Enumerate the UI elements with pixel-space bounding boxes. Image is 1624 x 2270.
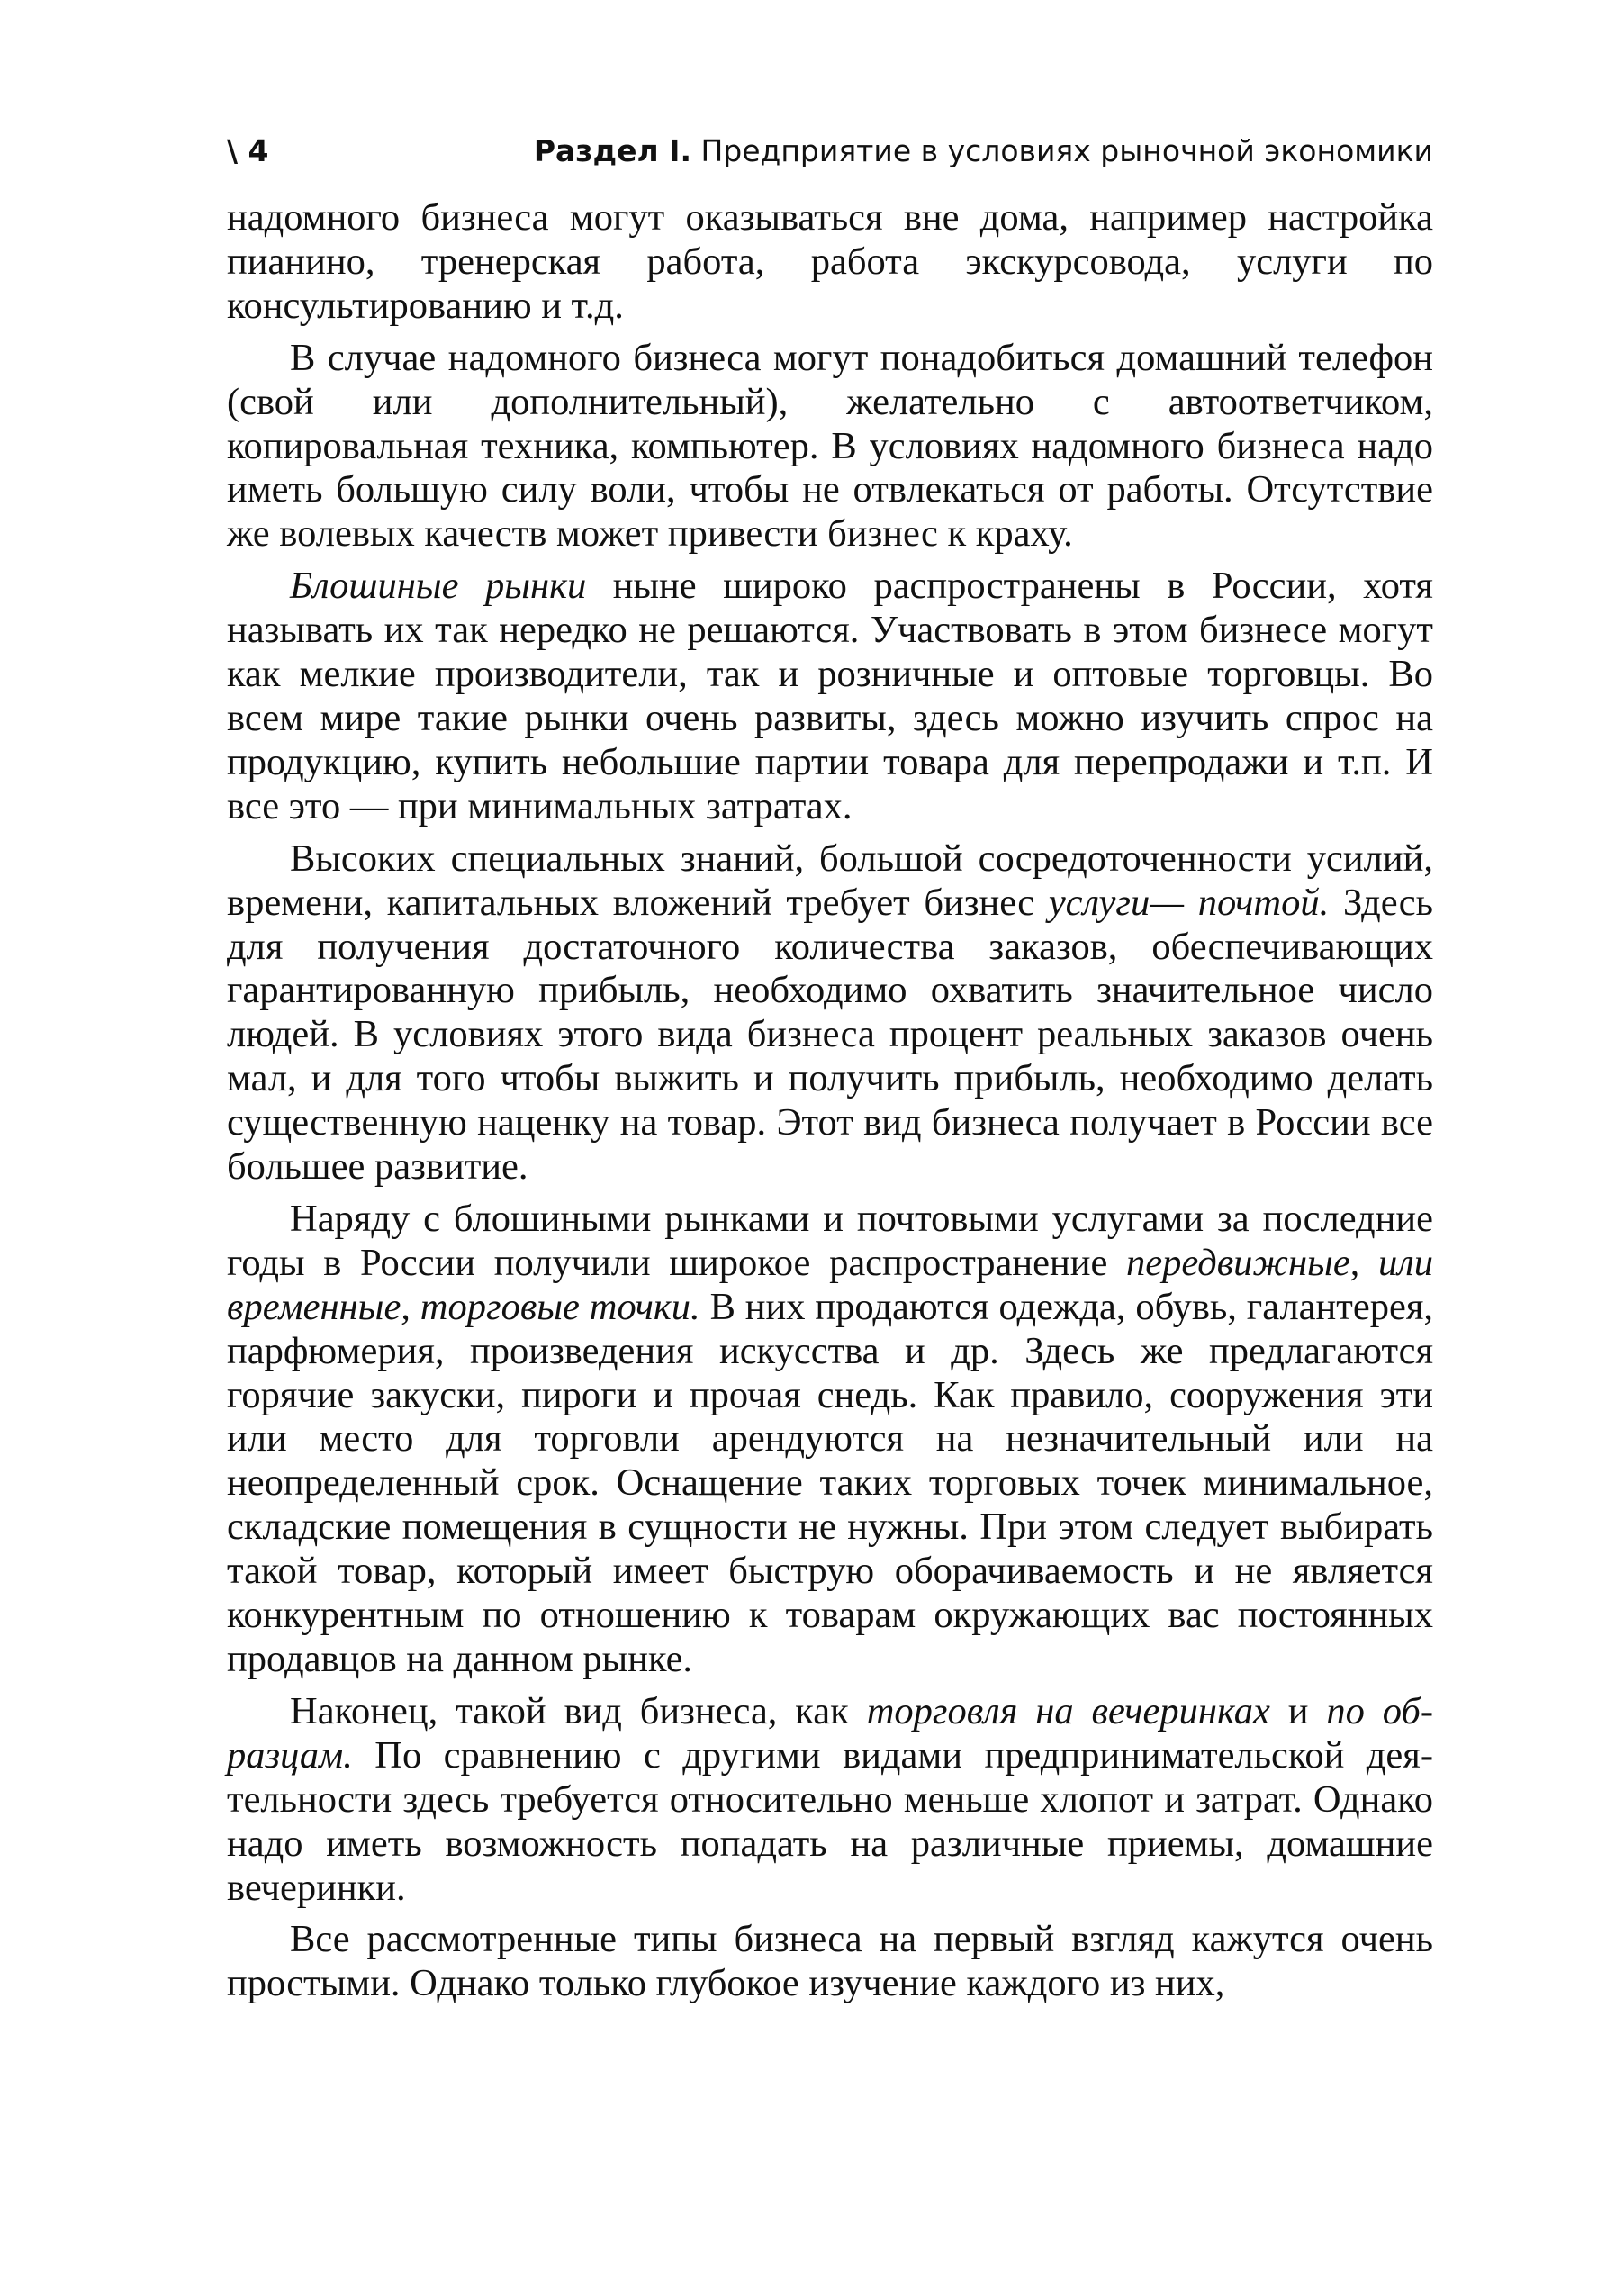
paragraph-party-trade [227, 1690, 1433, 1911]
paragraph-text: Наряду с блошиными рынками и почтовыми услугами за последние годы в России получили широкое распространение [227, 1197, 1433, 1284]
paragraph-conclusion [227, 1918, 1433, 2006]
paragraph-mobile-trade-points [227, 1198, 1433, 1682]
emphasis-term: торговля на вечеринках [866, 1689, 1270, 1732]
paragraph-text: В них продаются одежда, обувь, галантерея, парфюмерия, произведения искусства и др. Здесь же предлагаются горячие закуски, пироги и прочая снедь. Как правило, сооружения эти или место для торговли арендуются на незначительный или на неопределенный срок. Оснащение таких торговых точек минимальное, складские помещения в сущности не нужны. При этом следует выбирать такой товар, который имеет быструю оборачиваемость и не является конкурентным по отношению к товарам окружающих вас постоянных продавцов на данном рынке. [227, 1285, 1434, 1680]
emphasis-term: передвижные, или временные, торговые точки. [227, 1241, 1433, 1328]
paragraph-text: Все рассмотренные типы бизнеса на первый взгляд кажутся очень простыми. Однако только глубокое изучение каждого из них, [227, 1918, 1433, 2005]
paragraph-text: Наконец, такой вид бизнеса, как [290, 1689, 867, 1732]
paragraph-mail-order [227, 837, 1433, 1189]
running-head [227, 124, 1433, 178]
paragraph-text: ныне широко распространены в России, хотя называть их так нередко не решаются. Участвовать в этом бизнесе могут как мелкие производители, так и розничные и оптовые торговцы. Во всем мире такие рынки очень развиты, здесь можно изучить спрос на продукцию, купить небольшие партии товара для перепродажи и т.п. И все это — при минимальных затратах. [227, 565, 1433, 828]
emphasis-term: услуги— почтой. [1048, 881, 1330, 924]
section-label: Раздел I. [533, 133, 691, 168]
paragraph-text: Высоких специальных знаний, большой сосредоточенности усилий, времени, капитальных вложений требует бизнес [227, 837, 1433, 924]
paragraph-text: и [1269, 1689, 1327, 1732]
paragraph-text: По сравнению с другими видами предпринимательской деятельности здесь требуется относительно меньше хлопот и затрат. Однако надо иметь возможность попадать на различные приемы, домашние вечеринки. [227, 1733, 1433, 1909]
section-title-text: Предприятие в условиях рыночной экономики [690, 133, 1433, 168]
paragraph-text: надомного бизнеса могут оказываться вне дома, например настройка пианино, тренерская работа, работа экскурсовода, услуги по консультированию и т.д. [227, 196, 1433, 327]
paragraph-text: В случае надомного бизнеса могут понадобиться домашний телефон (свой или дополнительный), желательно с автоответчиком, копировальная техника, компьютер. В условиях надомного бизнеса надо иметь большую силу воли, чтобы не отвлекаться от работы. Отсутствие же волевых качеств может привести бизнес к краху. [227, 336, 1433, 556]
paragraph-home-business-equipment [227, 337, 1433, 557]
paragraph-home-business-continued [227, 196, 1433, 329]
body-text [227, 196, 1433, 2014]
paragraph-flea-markets [227, 565, 1433, 828]
emphasis-term: по образцам. [227, 1689, 1433, 1777]
paragraph-text: Здесь для получения достаточного количества заказов, обеспечивающих гарантированную прибыль, необходимо охватить значительное число людей. В условиях этого вида бизнеса процент реальных заказов очень мал, и для того чтобы выжить и получить прибыль, необходимо делать существенную наценку на товар. Этот вид бизнеса получает в России все большее развитие. [227, 881, 1433, 1189]
page-number: \ 4 [227, 133, 269, 168]
emphasis-term: Блошиные рынки [290, 565, 587, 608]
section-title [534, 124, 1433, 178]
